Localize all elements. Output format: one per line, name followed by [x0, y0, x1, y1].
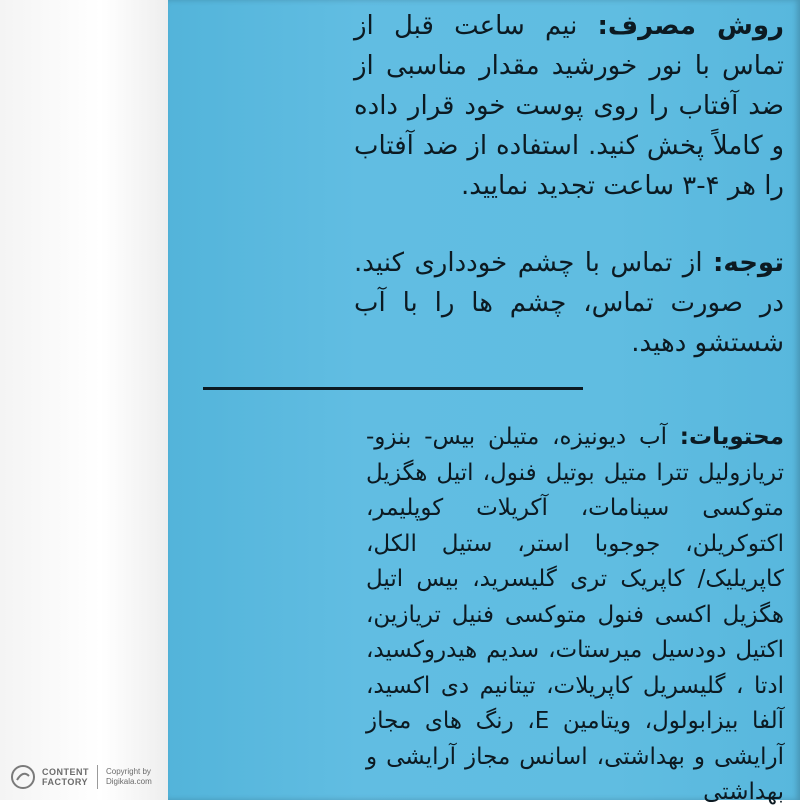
note-text: از تماس با چشم خودداری کنید. در صورت تماس، چشم ها را با آب شستشو دهید.: [354, 248, 784, 358]
usage-instructions: [354, 6, 784, 206]
usage-heading: روش مصرف:: [597, 11, 784, 41]
ingredients-text: آب دیونیزه، متیلن بیس- بنزو- تریازولیل تترا متیل بوتیل فنول، اتیل هگزیل متوکسی سینامات، آکریلات کوپلیمر، اکتوکریلن، جوجوبا استر، ستیل الکل، کاپریلیک/ کاپریک تری گلیسرید، بیس اتیل هگزیل اکسی فنول متوکسی فنیل تریازین، اکتیل دودسیل میرستات، سدیم هیدروکسید، ادتا ، گلیسریل کاپریلات، تیتانیم دی اکسید، آلفا بیزابولول، ویتامین E، رنگ های مجاز آرایشی و بهداشتی، اسانس مجاز آرایشی و بهداشتی: [366, 424, 784, 805]
copyright-label: Copyright by: [106, 767, 151, 776]
ingredients-heading: محتویات:: [679, 424, 784, 450]
content-factory-logo-icon: [10, 764, 36, 790]
ingredients-list: [366, 420, 784, 811]
watermark-separator: [97, 765, 98, 789]
caution-note: [354, 243, 784, 363]
logo-text: [42, 767, 89, 787]
note-heading: توجه:: [713, 248, 784, 278]
divider-line: [203, 387, 583, 390]
copyright-text: [106, 767, 152, 787]
white-background-edge: [0, 0, 168, 800]
watermark: [10, 762, 160, 792]
usage-text: نیم ساعت قبل از تماس با نور خورشید مقدار مناسبی از ضد آفتاب را روی پوست خود قرار داده و کاملاً پخش کنید. استفاده از ضد آفتاب را هر ۴-۳ ساعت تجدید نمایید.: [354, 11, 784, 201]
copyright-site: Digikala.com: [106, 777, 152, 786]
logo-line1: CONTENT: [42, 767, 89, 777]
logo-line2: FACTORY: [42, 777, 89, 787]
